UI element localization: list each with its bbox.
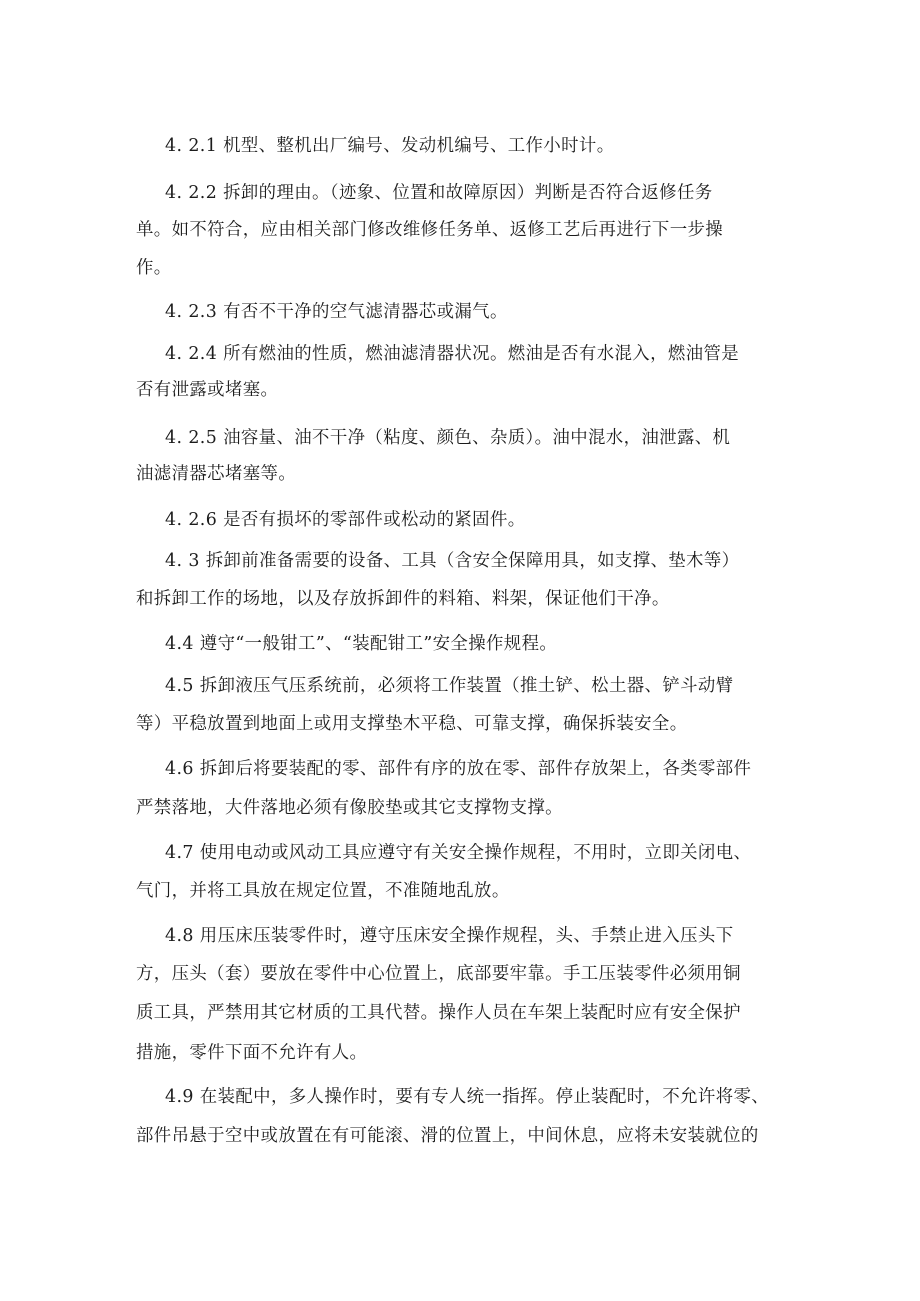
text-line: 4.5 拆卸液压气压系统前，必须将工作装置（推土铲、松土器、铲斗动臂 [165, 676, 734, 696]
text-line: 4. 2.4 所有燃油的性质，燃油滤清器状况。燃油是否有水混入，燃油管是 [165, 344, 740, 364]
text-line: 油滤清器芯堵塞等。 [136, 464, 297, 484]
text-line: 等）平稳放置到地面上或用支撑垫木平稳、可靠支撑，确保拆装安全。 [136, 714, 688, 734]
text-line: 方，压头（套）要放在零件中心位置上，底部要牢靠。手工压装零件必须用铜 [136, 964, 741, 984]
text-line: 4. 2.6 是否有损坏的零部件或松动的紧固件。 [165, 510, 526, 530]
text-line: 4.6 拆卸后将要装配的零、部件有序的放在零、部件存放架上，各类零部件 [165, 759, 752, 779]
text-line: 4.7 使用电动或风动工具应遵守有关安全操作规程，不用时，立即关闭电、 [165, 843, 752, 863]
text-line: 严禁落地，大件落地必须有像胶垫或其它支撑物支撑。 [136, 798, 563, 818]
text-line: 否有泄露或堵塞。 [136, 380, 279, 400]
text-line: 4. 2.5 油容量、油不干净（粘度、颜色、杂质）。油中混水，油泄露、机 [165, 428, 731, 448]
text-line: 作。 [136, 258, 172, 278]
text-line: 4.8 用压床压装零件时，遵守压床安全操作规程，头、手禁止进入压头下 [165, 926, 734, 946]
text-line: 4. 2.3 有否不干净的空气滤清器芯或漏气。 [165, 302, 508, 322]
text-line: 和拆卸工作的场地，以及存放拆卸件的料箱、料架，保证他们干净。 [136, 589, 670, 609]
text-line: 4. 3 拆卸前准备需要的设备、工具（含安全保障用具，如支撑、垫木等） [165, 551, 740, 571]
text-line: 4.4 遵守“一般钳工”、“装配钳工”安全操作规程。 [165, 634, 558, 654]
text-line: 气门，并将工具放在规定位置，不准随地乱放。 [136, 881, 510, 901]
text-line: 4.9 在装配中，多人操作时，要有专人统一指挥。停止装配时，不允许将零、 [165, 1087, 770, 1107]
text-line: 质工具，严禁用其它材质的工具代替。操作人员在车架上装配时应有安全保护 [136, 1003, 741, 1023]
text-line: 措施，零件下面不允许有人。 [136, 1043, 368, 1063]
text-line: 部件吊悬于空中或放置在有可能滚、滑的位置上，中间休息，应将未安装就位的 [136, 1126, 759, 1146]
text-line: 4. 2.1 机型、整机出厂编号、发动机编号、工作小时计。 [165, 136, 615, 156]
text-line: 单。如不符合，应由相关部门修改维修任务单、返修工艺后再进行下一步操 [136, 220, 724, 240]
text-line: 4. 2.2 拆卸的理由。（迹象、位置和故障原因）判断是否符合返修任务 [165, 183, 713, 203]
